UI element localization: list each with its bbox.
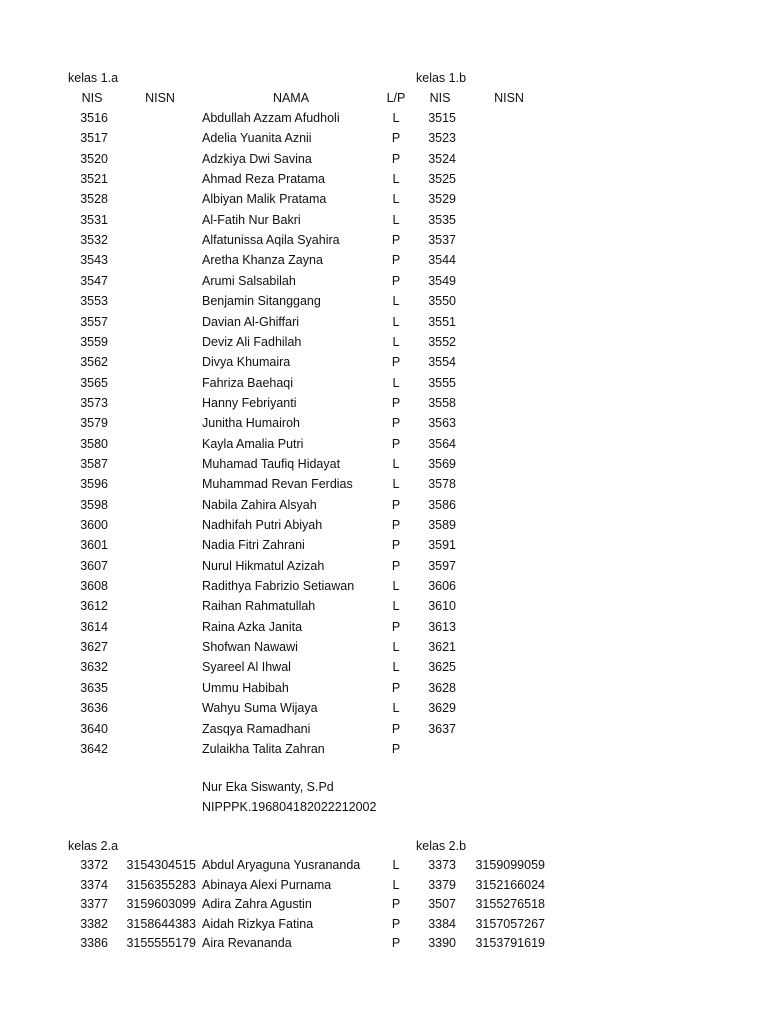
nis-a-cell: 3547: [80, 273, 108, 288]
lp-cell: P: [391, 680, 401, 695]
nis-b-cell: 3524: [428, 151, 456, 166]
nis-a-cell: 3627: [80, 640, 108, 655]
nis-b-cell: 3589: [428, 518, 456, 532]
nis-b-cell: 3610: [428, 599, 456, 614]
lp-cell: L: [392, 375, 400, 390]
lp-cell: P: [391, 416, 401, 431]
nis-b-cell: 3529: [428, 192, 456, 207]
nis-b-cell: 3613: [428, 619, 456, 634]
nis-a-cell: 3587: [80, 456, 108, 471]
lp-cell: L: [392, 192, 400, 207]
nis-a-cell: 3596: [80, 477, 108, 492]
lp-cell: L: [392, 579, 400, 594]
nama-cell: Adzkiya Dwi Savina: [202, 151, 312, 166]
nama-cell: Radithya Fabrizio Setiawan: [202, 579, 355, 594]
nis-a-cell: 3640: [80, 721, 108, 736]
nis-b-cell: 3515: [428, 111, 456, 125]
lp-cell: L: [392, 477, 400, 492]
nama-cell: Wahyu Suma Wijaya: [202, 701, 318, 716]
nama-cell: Nurul Hikmatul Azizah: [202, 558, 325, 573]
lp-cell: L: [392, 701, 400, 716]
nis-a-cell: 3636: [80, 701, 108, 716]
nis-a-cell: 3553: [80, 294, 108, 309]
lp-cell: P: [391, 916, 401, 931]
nama-cell: Adelia Yuanita Aznii: [202, 131, 312, 146]
lp-cell: P: [391, 897, 401, 911]
nis-a-cell: 3382: [80, 916, 108, 931]
nama-cell: Raina Azka Janita: [202, 619, 303, 634]
nis-b-cell: 3558: [428, 395, 456, 410]
nama-cell: Abdul Aryaguna Yusrananda: [202, 858, 361, 872]
nama-cell: Nadhifah Putri Abiyah: [202, 518, 323, 532]
nama-cell: Aretha Khanza Zayna: [202, 253, 323, 268]
nis-a-cell: 3516: [80, 111, 108, 125]
header-nis-b: NIS: [429, 91, 451, 105]
lp-cell: P: [391, 497, 401, 512]
nama-cell: Hanny Febriyanti: [202, 395, 297, 410]
nama-cell: Al-Fatih Nur Bakri: [202, 212, 301, 227]
lp-cell: P: [391, 936, 401, 950]
lp-cell: P: [391, 558, 401, 573]
lp-cell: L: [392, 212, 400, 227]
nis-a-cell: 3531: [80, 212, 108, 227]
nama-cell: Shofwan Nawawi: [202, 640, 298, 655]
nisn-a-cell: 3155555179: [126, 936, 196, 950]
nis-b-cell: 3551: [428, 314, 456, 329]
lp-cell: P: [391, 355, 401, 370]
nisn-a-cell: 3156355283: [126, 877, 196, 892]
nis-b-cell: 3554: [428, 355, 456, 370]
nama-cell: Zasqya Ramadhani: [202, 721, 311, 736]
lp-cell: P: [391, 151, 401, 166]
nis-a-cell: 3565: [80, 375, 108, 390]
nisn-b-cell: 3155276518: [475, 897, 545, 911]
nis-b-cell: 3544: [428, 253, 456, 268]
nis-b-cell: 3384: [428, 916, 456, 931]
nama-cell: Nadia Fitri Zahrani: [202, 538, 305, 553]
nis-b-cell: 3569: [428, 456, 456, 471]
nis-b-cell: 3535: [428, 212, 456, 227]
nis-a-cell: 3374: [80, 877, 108, 892]
nis-a-cell: 3520: [80, 151, 108, 166]
nis-b-cell: 3507: [428, 897, 456, 911]
lp-cell: P: [391, 233, 401, 248]
header-lp: L/P: [386, 91, 406, 105]
teacher-nip: NIPPPK.196804182022212002: [202, 800, 377, 814]
lp-cell: P: [391, 721, 401, 736]
nis-a-cell: 3580: [80, 436, 108, 451]
lp-cell: L: [392, 111, 400, 125]
nama-cell: Divya Khumaira: [202, 355, 291, 370]
lp-cell: L: [392, 660, 400, 675]
nis-a-cell: 3532: [80, 233, 108, 248]
nis-a-cell: 3559: [80, 334, 108, 349]
nis-b-cell: 3523: [428, 131, 456, 146]
section2-title-b: kelas 2.b: [416, 839, 467, 853]
section1-title-b: kelas 1.b: [416, 71, 467, 85]
nis-a-cell: 3543: [80, 253, 108, 268]
nisn-b-cell: 3159099059: [475, 858, 545, 872]
nis-b-cell: 3552: [428, 334, 456, 349]
nisn-b-cell: 3157057267: [475, 916, 545, 931]
nama-cell: Raihan Rahmatullah: [202, 599, 316, 614]
nama-cell: Abinaya Alexi Purnama: [202, 877, 332, 892]
nama-cell: Benjamin Sitanggang: [202, 294, 321, 309]
nis-b-cell: 3537: [428, 233, 456, 248]
nis-b-cell: 3606: [428, 579, 456, 594]
nis-a-cell: 3601: [80, 538, 108, 553]
nis-b-cell: 3549: [428, 273, 456, 288]
section2-title-a: kelas 2.a: [68, 839, 119, 853]
nis-b-cell: 3525: [428, 172, 456, 187]
lp-cell: L: [392, 172, 400, 187]
nis-a-cell: 3562: [80, 355, 108, 370]
nis-b-cell: 3591: [428, 538, 456, 553]
nis-b-cell: 3555: [428, 375, 456, 390]
nama-cell: Aidah Rizkya Fatina: [202, 916, 314, 931]
lp-cell: P: [391, 741, 401, 756]
lp-cell: L: [392, 858, 400, 872]
lp-cell: L: [392, 640, 400, 655]
lp-cell: P: [391, 619, 401, 634]
nis-b-cell: 3578: [428, 477, 456, 492]
nis-b-cell: 3621: [428, 640, 456, 655]
nama-cell: Ahmad Reza Pratama: [202, 172, 325, 187]
nisn-a-cell: 3154304515: [126, 858, 196, 872]
nama-cell: Kayla Amalia Putri: [202, 436, 304, 451]
nama-cell: Fahriza Baehaqi: [202, 375, 294, 390]
header-nisn-a: NISN: [145, 91, 175, 105]
nis-b-cell: 3390: [428, 936, 456, 950]
nama-cell: Nabila Zahira Alsyah: [202, 497, 317, 512]
nama-cell: Arumi Salsabilah: [202, 273, 296, 288]
lp-cell: L: [392, 599, 400, 614]
lp-cell: P: [391, 131, 401, 146]
nis-a-cell: 3557: [80, 314, 108, 329]
nama-cell: Adira Zahra Agustin: [202, 897, 312, 911]
nis-a-cell: 3598: [80, 497, 108, 512]
nis-a-cell: 3635: [80, 680, 108, 695]
nis-a-cell: 3607: [80, 558, 108, 573]
lp-cell: P: [391, 273, 401, 288]
lp-cell: L: [392, 877, 400, 892]
nisn-b-cell: 3152166024: [475, 877, 545, 892]
nis-a-cell: 3614: [80, 619, 108, 634]
nis-a-cell: 3528: [80, 192, 108, 207]
nis-a-cell: 3612: [80, 599, 108, 614]
nama-cell: Ummu Habibah: [202, 680, 289, 695]
nis-b-cell: 3373: [428, 858, 456, 872]
nis-b-cell: 3597: [428, 558, 456, 573]
lp-cell: P: [391, 518, 401, 532]
lp-cell: L: [392, 456, 400, 471]
nama-cell: Muhammad Revan Ferdias: [202, 477, 353, 492]
lp-cell: L: [392, 334, 400, 349]
nis-b-cell: 3586: [428, 497, 456, 512]
nisn-b-cell: 3153791619: [475, 936, 545, 950]
nisn-a-cell: 3158644383: [126, 916, 196, 931]
nama-cell: Zulaikha Talita Zahran: [202, 741, 325, 756]
nama-cell: Junitha Humairoh: [202, 416, 300, 431]
nis-a-cell: 3521: [80, 172, 108, 187]
teacher-name: Nur Eka Siswanty, S.Pd: [202, 780, 334, 794]
nama-cell: Albiyan Malik Pratama: [202, 192, 327, 207]
lp-cell: P: [391, 395, 401, 410]
nis-a-cell: 3573: [80, 395, 108, 410]
nis-b-cell: 3379: [428, 877, 456, 892]
nis-a-cell: 3579: [80, 416, 108, 431]
nis-a-cell: 3377: [80, 897, 108, 911]
nis-a-cell: 3608: [80, 579, 108, 594]
nama-cell: Muhamad Taufiq Hidayat: [202, 456, 341, 471]
nama-cell: Abdullah Azzam Afudholi: [202, 111, 340, 125]
nis-b-cell: 3628: [428, 680, 456, 695]
lp-cell: P: [391, 538, 401, 553]
header-nama: NAMA: [272, 91, 310, 105]
nis-a-cell: 3600: [80, 518, 108, 532]
lp-cell: L: [392, 294, 400, 309]
nis-b-cell: 3564: [428, 436, 456, 451]
lp-cell: L: [392, 314, 400, 329]
nis-a-cell: 3372: [80, 858, 108, 872]
nama-cell: Syareel Al Ihwal: [202, 660, 291, 675]
nis-b-cell: 3629: [428, 701, 456, 716]
nama-cell: Alfatunissa Aqila Syahira: [202, 233, 340, 248]
nis-b-cell: 3637: [428, 721, 456, 736]
nis-a-cell: 3642: [80, 741, 108, 756]
header-nisn-b: NISN: [494, 91, 524, 105]
nama-cell: Deviz Ali Fadhilah: [202, 334, 302, 349]
header-nis-a: NIS: [81, 91, 103, 105]
nis-a-cell: 3632: [80, 660, 108, 675]
nama-cell: Davian Al-Ghiffari: [202, 314, 300, 329]
nis-b-cell: 3563: [428, 416, 456, 431]
nis-a-cell: 3386: [80, 936, 108, 950]
nama-cell: Aira Revananda: [202, 936, 292, 950]
nis-b-cell: 3550: [428, 294, 456, 309]
lp-cell: P: [391, 436, 401, 451]
lp-cell: P: [391, 253, 401, 268]
nis-a-cell: 3517: [80, 131, 108, 146]
nis-b-cell: 3625: [428, 660, 456, 675]
nisn-a-cell: 3159603099: [126, 897, 196, 911]
section1-title-a: kelas 1.a: [68, 71, 119, 85]
